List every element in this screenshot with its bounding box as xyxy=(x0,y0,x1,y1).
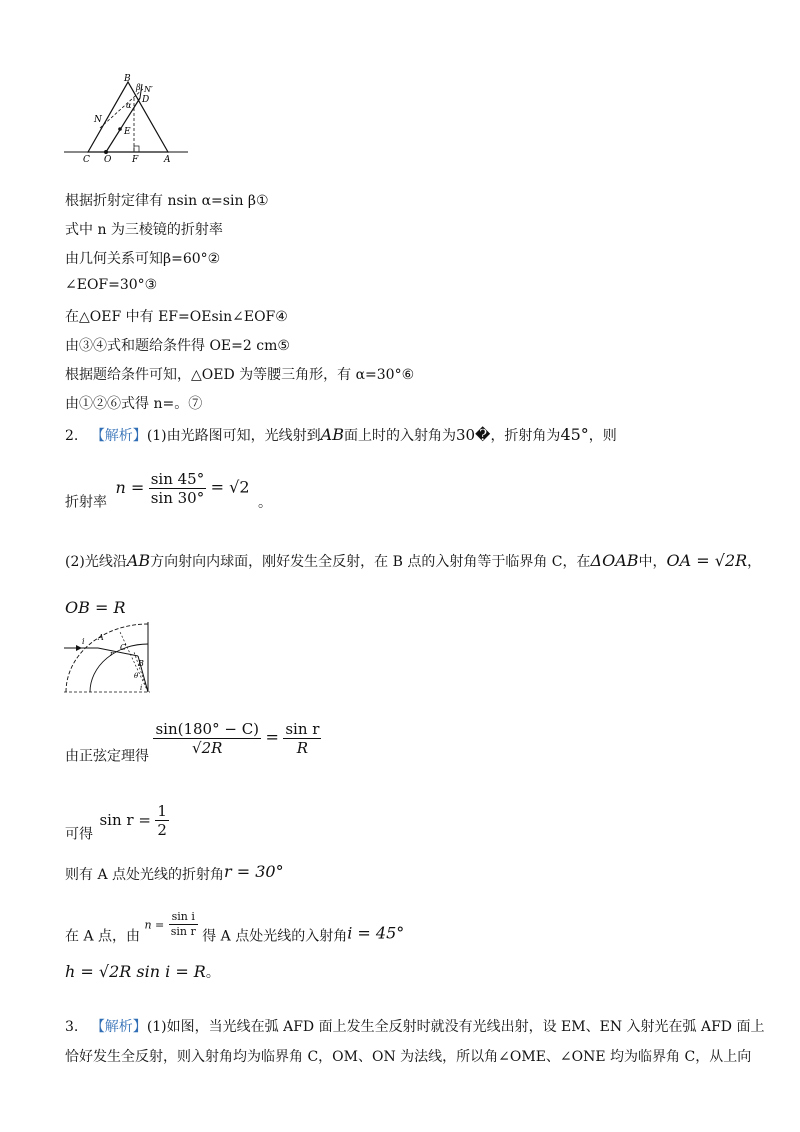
q2-line-2 xyxy=(65,551,761,571)
q2-analysis-tag: 【解析】 xyxy=(90,428,147,444)
label-F: F xyxy=(132,155,139,164)
fig2-label-A: A xyxy=(98,633,104,642)
refraction-value: r = 30° xyxy=(224,862,284,881)
spherical-shell-diagram xyxy=(64,622,154,694)
label-E: E xyxy=(124,127,131,137)
at-a-frac-num: sin i xyxy=(169,910,198,925)
fig2-label-i: i xyxy=(82,637,85,646)
sine-frac-left xyxy=(153,720,261,757)
label-N: N xyxy=(94,115,102,125)
at-a-lhs: n = xyxy=(144,918,165,932)
q2-line2-text-d: ， xyxy=(747,554,762,570)
q2-line1-text-d: ，则 xyxy=(588,428,617,444)
fig2-label-r: r xyxy=(110,650,114,658)
q3-line1-text: (1)如图，当光线在弧 AFD 面上发生全反射时就没有光线出射，设 EM、EN 入射光在弧 AFD 面上 xyxy=(146,1019,765,1035)
at-a-text-b: 得 A 点处光线的入射角 xyxy=(202,928,348,945)
p1-line-8: 由①②⑥式得 n=。⑦ xyxy=(65,396,203,412)
at-a-frac-den: sin r xyxy=(170,925,196,938)
sin-r-equation xyxy=(65,802,169,844)
q3-number: 3. xyxy=(65,1019,79,1035)
n-frac-den: sin 30° xyxy=(150,489,205,507)
incidence-angle-line xyxy=(65,910,404,946)
q3-analysis-tag: 【解析】 xyxy=(90,1019,147,1035)
sine-frac-right-den: R xyxy=(296,739,309,757)
refractive-index-label: 折射率 xyxy=(65,494,107,511)
sine-eq: = xyxy=(265,727,279,747)
q2-line-1 xyxy=(65,425,617,445)
q2-number: 2. xyxy=(65,428,79,444)
q2-line2-triangle: ΔOAB xyxy=(590,551,639,570)
get-frac-den: 2 xyxy=(157,821,167,839)
label-A: A xyxy=(164,155,171,164)
q2-line1-text-a: (1)由光路图可知，光线射到 xyxy=(146,428,321,444)
get-frac-num: 1 xyxy=(157,802,167,820)
fig2-label-theta: θ xyxy=(134,672,139,680)
q2-line1-text-b: 面上时的入射角为 xyxy=(343,428,456,444)
p1-line-7: 根据题给条件可知，△OED 为等腰三角形，有 α=30°⑥ xyxy=(65,367,415,383)
label-N-prime: N′ xyxy=(144,85,153,94)
get-fraction xyxy=(155,802,169,839)
refraction-text: 则有 A 点处光线的折射角 xyxy=(65,867,225,883)
q2-line1-45: 45° xyxy=(560,425,589,444)
n-eq-rhs: = √2 xyxy=(210,477,250,497)
fig2-label-C: C xyxy=(120,643,127,652)
get-lhs: sin r = xyxy=(99,810,151,829)
n-fraction xyxy=(149,470,207,507)
label-B: B xyxy=(124,74,131,84)
label-O: O xyxy=(104,155,112,164)
q2-line2-oa: OA = √2R xyxy=(666,551,748,570)
sine-frac-right xyxy=(283,720,321,757)
q2-line2-text-c: 中， xyxy=(638,554,667,570)
p1-line-2: 式中 n 为三棱镜的折射率 xyxy=(65,222,223,238)
h-eq: h = √2R sin i = R xyxy=(65,962,206,981)
prism-diagram xyxy=(64,72,190,164)
n-end: 。 xyxy=(258,494,272,511)
label-C: C xyxy=(83,155,90,164)
sine-law-label: 由正弦定理得 xyxy=(65,748,149,765)
ob-equation: OB = R xyxy=(65,598,126,617)
sine-frac-left-den: √2R xyxy=(192,739,223,757)
sine-frac-left-num: sin(180° − C) xyxy=(155,720,260,738)
fig2-label-B: B xyxy=(138,659,144,668)
p1-line-1: 根据折射定律有 nsin α=sin β① xyxy=(65,193,269,209)
label-D: D xyxy=(142,95,150,105)
get-label: 可得 xyxy=(65,826,93,843)
n-eq-lhs: n = xyxy=(115,477,145,497)
label-beta: β xyxy=(136,83,141,92)
at-a-value: i = 45° xyxy=(347,923,405,943)
fig2-label-i2: i xyxy=(140,684,143,692)
sine-law-equation xyxy=(65,720,321,766)
label-alpha: α xyxy=(126,101,132,110)
refractive-index-equation xyxy=(65,470,272,512)
q3-line-1 xyxy=(65,1016,764,1036)
q2-line2-ab: AB xyxy=(126,551,151,570)
q2-line2-text-a: (2)光线沿 xyxy=(65,554,127,570)
h-end: 。 xyxy=(205,965,220,981)
q2-line1-30: 30� xyxy=(455,426,491,444)
at-a-text-a: 在 A 点，由 xyxy=(65,928,141,945)
at-a-fraction xyxy=(169,910,198,939)
refraction-angle-line xyxy=(65,862,284,884)
h-equation xyxy=(65,962,220,982)
p1-line-4: ∠EOF=30°③ xyxy=(65,277,158,293)
p1-line-3: 由几何关系可知β=60°② xyxy=(65,251,221,267)
q2-line1-text-c: ，折射角为 xyxy=(490,428,561,444)
q3-line-2: 恰好发生全反射，则入射角均为临界角 C，OM、ON 为法线，所以角∠OME、∠ONE 均为临界角 C，从上向 xyxy=(65,1049,752,1065)
sine-frac-right-num: sin r xyxy=(285,720,320,738)
q2-line2-text-b: 方向射向内球面，刚好发生全反射，在 B 点的入射角等于临界角 C，在 xyxy=(150,554,591,570)
q2-line1-ab: AB xyxy=(320,425,344,444)
p1-line-5: 在△OEF 中有 EF=OEsin∠EOF④ xyxy=(65,309,288,325)
p1-line-6: 由③④式和题给条件得 OE=2 cm⑤ xyxy=(65,338,290,354)
n-frac-num: sin 45° xyxy=(150,470,205,488)
